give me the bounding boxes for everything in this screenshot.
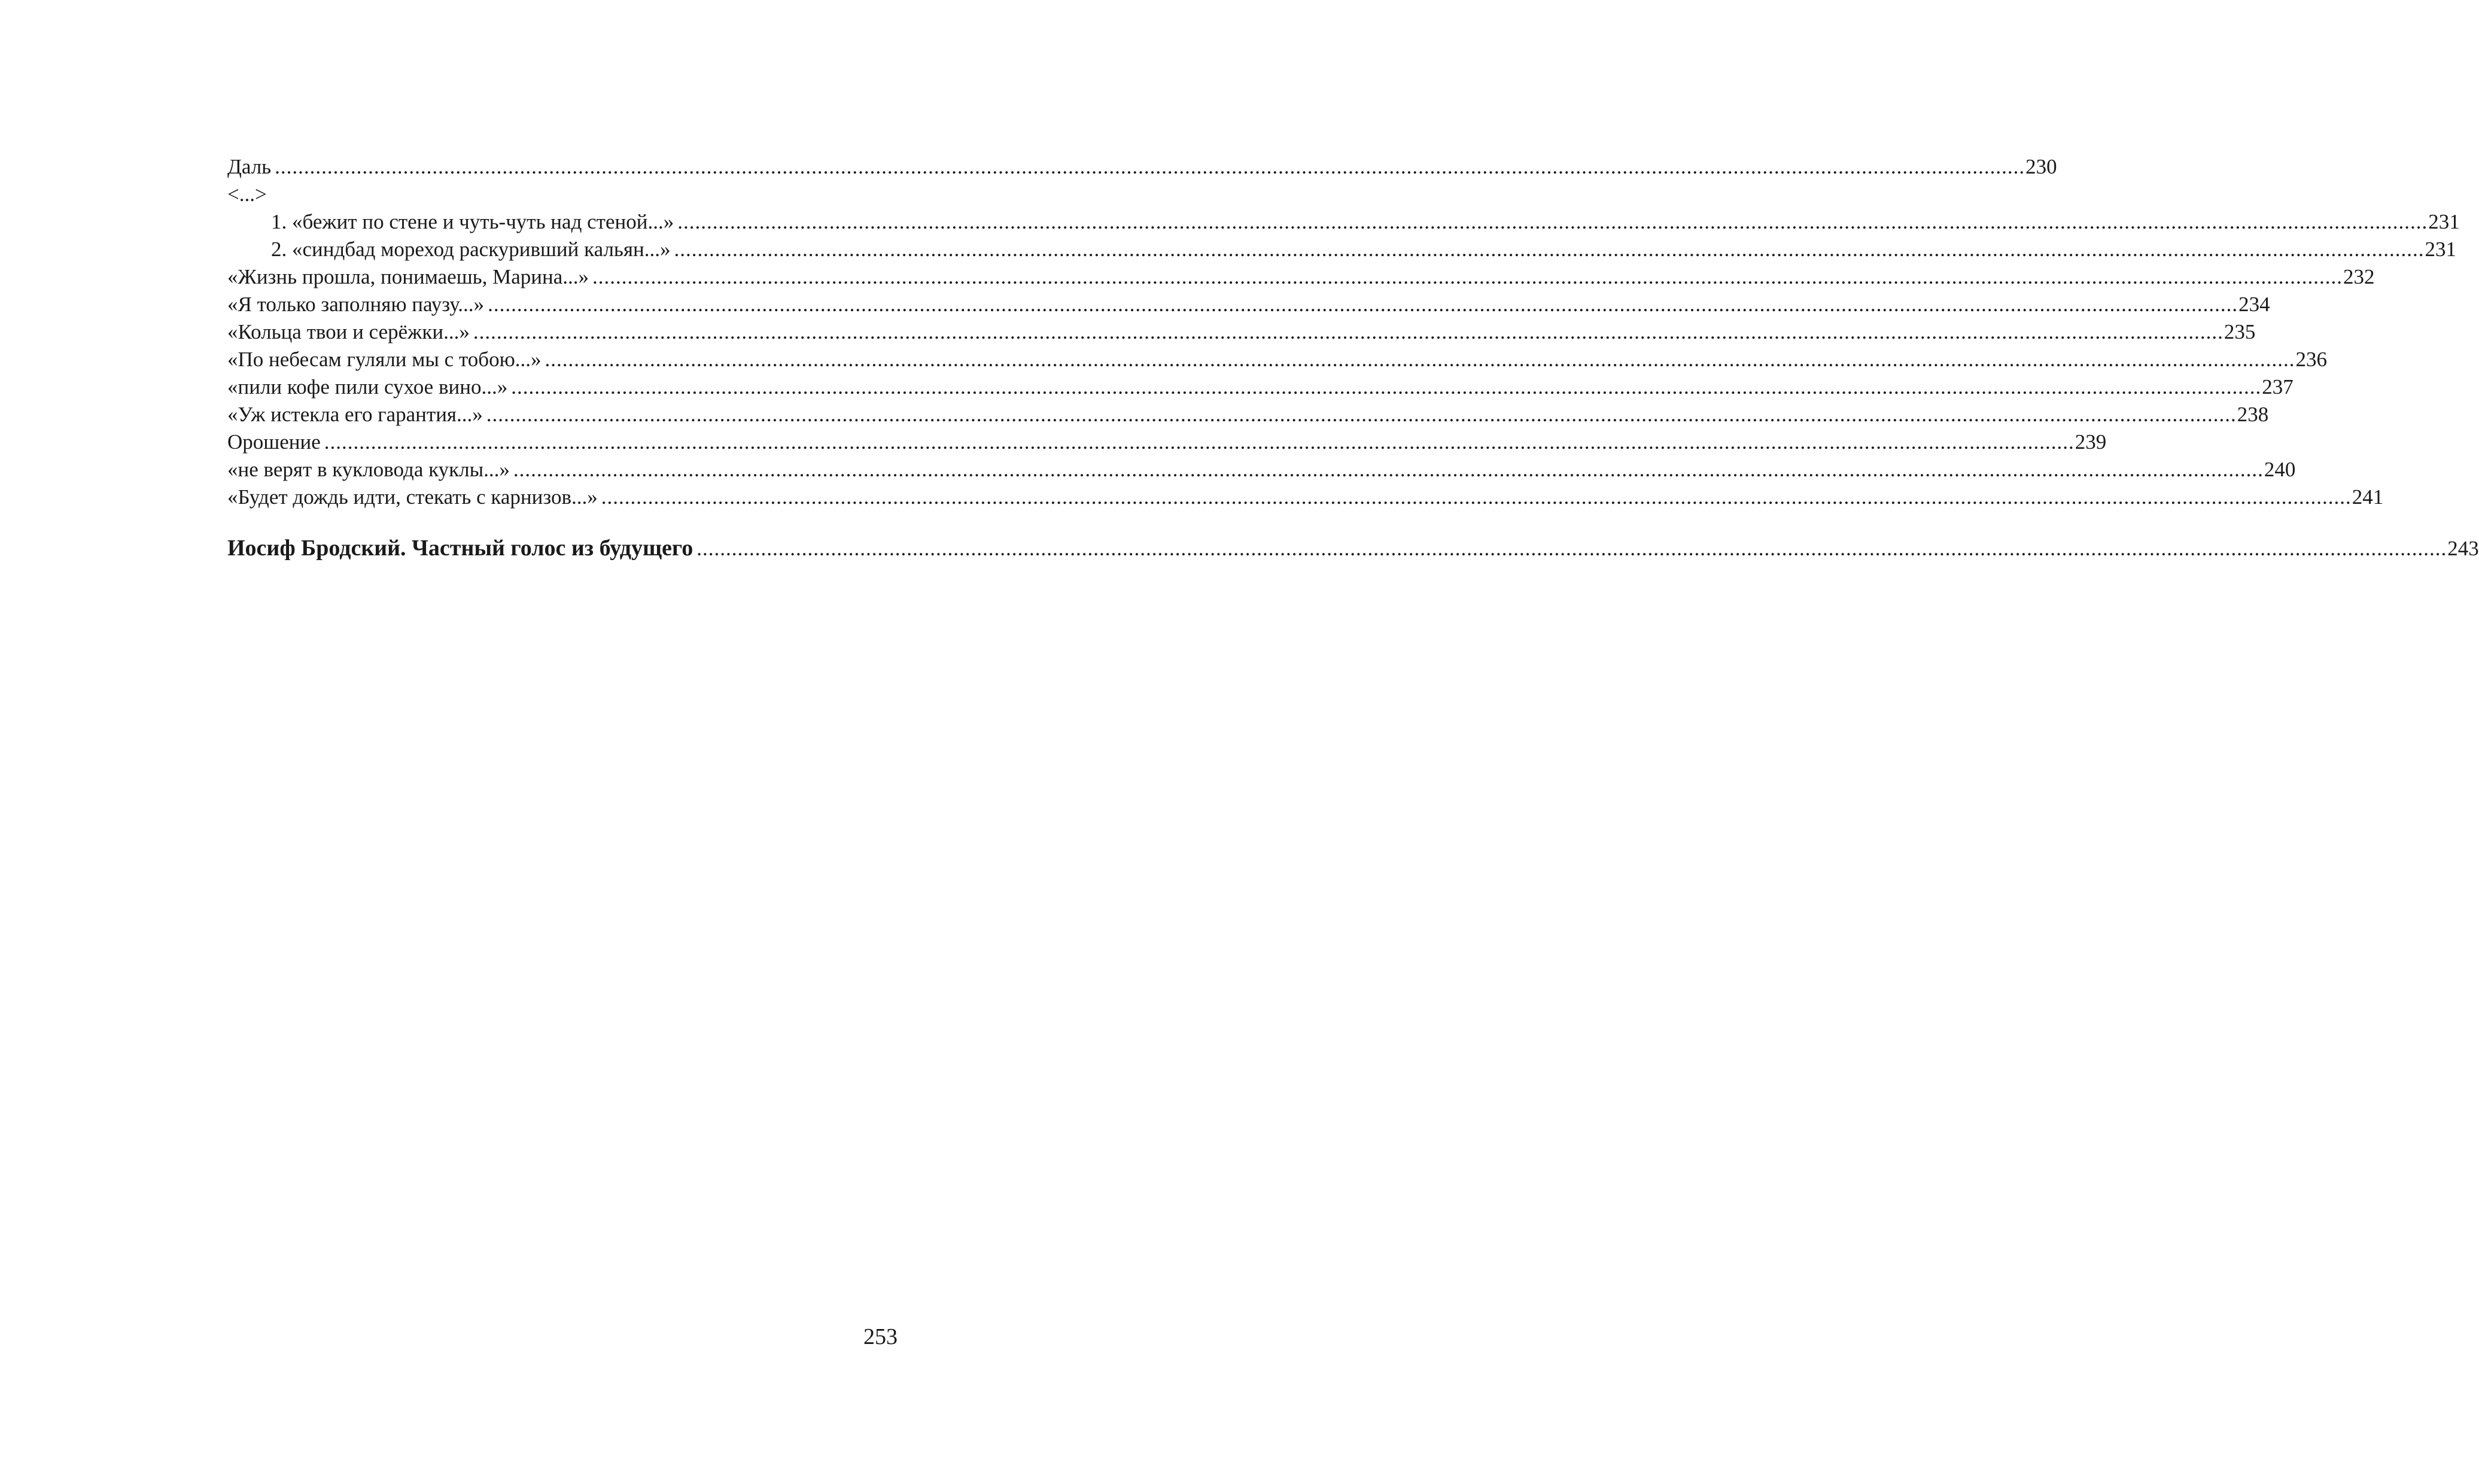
toc-entry-title: <...> [227,183,267,206]
dot-leader: ............................................................................................................................................................................................................................................................................................................ [545,348,2295,371]
dot-leader: ............................................................................................................................................................................................................................................................................................................ [696,537,2447,560]
toc-entry-title: «Уж истекла его гарантия...» [227,403,483,426]
dot-leader: ............................................................................................................................................................................................................................................................................................................ [592,265,2343,288]
dot-leader: ............................................................................................................................................................................................................................................................................................................ [674,238,2425,261]
dot-leader: ............................................................................................................................................................................................................................................................................................................ [275,155,2025,178]
toc-entry [227,181,887,208]
dot-leader: ............................................................................................................................................................................................................................................................................................................ [486,403,2237,426]
toc-entry [227,208,2460,236]
toc-entry-page: 241 [2352,485,2384,509]
toc-entry [227,236,2456,263]
page-number: 253 [863,1324,898,1349]
toc-entry-title: 1. «бежит по стене и чуть-чуть над стеной...» [271,210,674,233]
toc-entry-page: 234 [2238,293,2270,316]
toc-section-entry [227,531,2479,565]
toc-entry [227,346,2328,373]
toc-entry-title: «Я только заполняю паузу...» [227,293,485,316]
toc-entry-title: «пили кофе пили сухое вино...» [227,375,508,399]
toc-entry [227,373,2294,401]
toc-entry-page: 236 [2295,348,2328,371]
dot-leader: ............................................................................................................................................................................................................................................................................................................ [324,430,2075,454]
dot-leader: ............................................................................................................................................................................................................................................................................................................ [513,458,2264,481]
toc-section-title: Иосиф Бродский. Частный голос из будущего [227,536,693,561]
toc-entry-title: «Жизнь прошла, понимаешь, Марина...» [227,265,589,288]
toc-entry [227,291,2270,318]
toc-entry-page: 238 [2237,403,2269,426]
dot-leader: ............................................................................................................................................................................................................................................................................................................ [473,320,2224,343]
toc-entry-page: 240 [2264,458,2296,481]
toc-entry-title: 2. «синдбад мореход раскуривший кальян...» [271,238,671,261]
dot-leader: ............................................................................................................................................................................................................................................................................................................ [601,485,2352,509]
toc-entry-page: 231 [2425,238,2456,261]
toc-entry-title: Орошение [227,430,321,454]
toc-entry-title: «По небесам гуляли мы с тобою...» [227,348,542,371]
toc-entry-title: «Будет дождь идти, стекать с карнизов...» [227,485,598,509]
toc-entry-title: Даль [227,155,272,178]
toc-entry-title: «Кольца твои и серёжки...» [227,320,470,343]
toc-entry-title: «не верят в кукловода куклы...» [227,458,510,481]
toc-entry-page: 239 [2075,430,2107,454]
toc-entry [227,456,2296,483]
toc-entry [227,318,2256,346]
toc-entry-page: 235 [2224,320,2256,343]
dot-leader: ............................................................................................................................................................................................................................................................................................................ [488,293,2238,316]
toc-entry [227,483,2384,511]
toc-entry [227,401,2269,428]
toc-entry-page: 230 [2025,155,2057,178]
table-of-contents [227,153,2479,565]
dot-leader: ............................................................................................................................................................................................................................................................................................................ [511,375,2262,399]
toc-entry [227,263,2375,291]
toc-entry-page: 231 [2428,210,2460,233]
toc-entry-page: 232 [2343,265,2375,288]
toc-entry-page: 237 [2262,375,2294,399]
dot-leader: ............................................................................................................................................................................................................................................................................................................ [677,210,2428,233]
toc-entry [227,428,2107,456]
toc-entry [227,153,2057,181]
toc-section-page: 243 [2447,537,2479,560]
